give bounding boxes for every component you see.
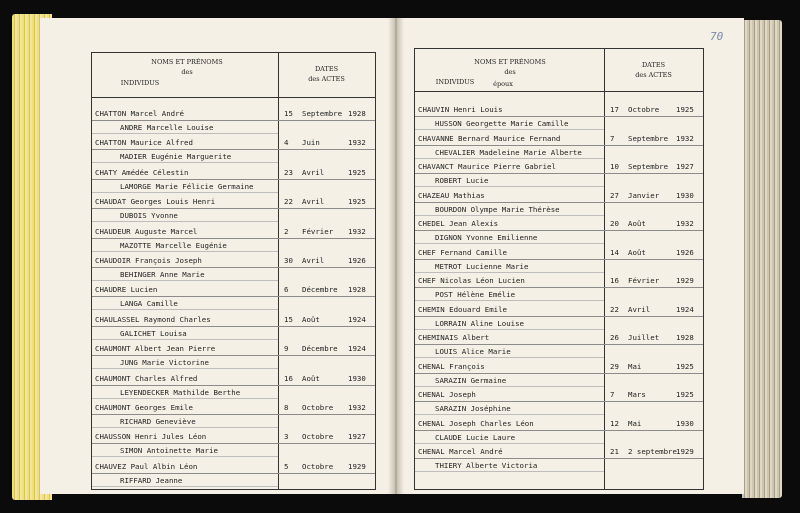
spouse-rule [415,329,604,330]
entry-name: CHATY Amédée Célestin [95,167,189,177]
entry-year: 1932 [348,403,366,412]
entry-rule [92,473,278,474]
entry-day: 20 [610,219,619,228]
entry-name: CHAUVEZ Paul Albin Léon [95,461,198,471]
spouse-rule [92,339,278,340]
entry-year: 1928 [348,285,366,295]
entry-year: 1932 [348,138,366,148]
entry-spouse: LORRAIN Aline Louise [435,318,524,328]
entry-day: 2 [284,226,289,236]
entry-name: CHATTON Maurice Alfred [95,138,193,148]
entry-rule [415,430,604,431]
entry-name: CHAUDOIR François Joseph [95,256,202,265]
entry-spouse: ANDRE Marcelle Louise [120,123,214,132]
entry-spouse: METROT Lucienne Marie [435,261,529,271]
entry-year: 1927 [676,162,694,171]
entry-rule [92,208,278,209]
spouse-rule [92,133,278,134]
entry-month: Juin [302,138,320,148]
entry-spouse: LOUIS Alice Marie [435,347,511,356]
spouse-rule [92,192,278,193]
page-number: 70 [710,30,724,43]
entry-name: CHENAL Marcel André [418,447,503,456]
date-rule [278,149,375,150]
date-rule [604,202,703,203]
date-rule [278,473,375,474]
spouse-rule [415,243,604,244]
entry-spouse: POST Hélène Emélie [435,290,516,299]
column-divider [278,53,279,489]
individus-label: INDIVIDUS [120,79,160,87]
entry-rule [415,145,604,146]
entry-month: Avril [302,167,325,177]
entry-name: CHEDEL Jean Alexis [418,219,499,228]
entry-spouse: CHEVALIER Madeleine Marie Alberte [435,147,582,157]
date-rule [604,316,703,317]
entry-year: 1924 [348,314,366,324]
spouse-rule [92,427,278,428]
spouse-rule [415,215,604,216]
column-divider [604,49,605,489]
entry-day: 15 [284,109,293,118]
entry-month: Mai [628,418,642,428]
entry-spouse: GALICHET Louisa [120,328,187,338]
entry-spouse: SARAZIN Germaine [435,375,507,385]
spouse-rule [415,186,604,187]
des-label: des [504,68,516,76]
spouse-rule [415,414,604,415]
date-rule [278,326,375,327]
spouse-rule [92,456,278,457]
right-register-table [414,48,704,490]
entry-rule [92,326,278,327]
spouse-rule [415,471,604,472]
spouse-rule [415,129,604,130]
entry-spouse: RIFFARD Jeanne [120,475,183,485]
entry-rule [92,179,278,180]
date-rule [604,401,703,402]
left-register-table [91,52,376,490]
date-rule [278,296,375,297]
date-rule [604,145,703,146]
date-rule [604,259,703,260]
entry-rule [92,267,278,268]
entry-spouse: LEYENDECKER Mathilde Berthe [120,387,241,397]
header-rule [415,91,703,92]
entry-day: 7 [610,133,615,143]
entry-rule [415,287,604,288]
actes-header: des ACTES [308,75,345,83]
entry-spouse: SARAZIN Joséphine [435,404,511,413]
entry-month: Août [628,219,646,228]
entry-month: Août [302,373,320,383]
entry-day: 29 [610,361,619,371]
spouse-rule [92,398,278,399]
entry-rule [92,238,278,239]
entry-name: CHATTON Marcel André [95,109,184,118]
entry-day: 10 [610,162,619,171]
book-edge-right [742,20,782,498]
entry-day: 30 [284,256,293,265]
dates-header: DATES [314,65,339,73]
date-rule [604,344,703,345]
date-rule [604,430,703,431]
entry-name: CHEMIN Edouard Emile [418,304,507,314]
entry-year: 1924 [676,304,694,314]
entry-rule [92,296,278,297]
des-label: des [181,68,193,76]
entry-month: Février [302,226,334,236]
entry-year: 1932 [348,226,366,236]
entry-month: Mai [628,361,642,371]
entry-spouse: BOURDON Olympe Marie Thérèse [435,204,560,214]
date-rule [278,179,375,180]
entry-spouse: MADIER Eugénie Marguerite [120,152,232,162]
entry-month: Septembre [628,162,669,171]
entry-rule [415,344,604,345]
entry-year: 1925 [676,390,694,399]
spouse-rule [92,221,278,222]
entry-name: CHAUVIN Henri Louis [418,105,503,114]
entry-spouse: RICHARD Geneviève [120,417,196,426]
date-rule [278,208,375,209]
entry-spouse: LAMORGE Marie Félicie Germaine [120,181,254,191]
entry-month: Octobre [302,461,334,471]
date-rule [278,267,375,268]
entry-day: 22 [610,304,619,314]
entry-name: CHAUMONT Albert Jean Pierre [95,344,216,354]
entry-year: 1926 [348,256,366,265]
entry-day: 7 [610,390,615,399]
entry-month: Avril [302,256,325,265]
entry-year: 1925 [348,197,366,207]
entry-year: 1929 [676,447,694,456]
spouse-rule [415,272,604,273]
entry-year: 1930 [676,190,694,200]
entry-year: 1925 [676,105,694,114]
entry-day: 15 [284,314,293,324]
entry-day: 16 [610,276,619,285]
date-rule [604,173,703,174]
entry-spouse: JUNG Marie Victorine [120,358,209,368]
header-rule [92,97,375,98]
entry-month: 2 septembre [628,447,677,456]
dates-header: DATES [641,61,666,69]
entry-year: 1926 [676,247,694,257]
entry-year: 1930 [348,373,366,383]
entry-year: 1925 [676,361,694,371]
entry-day: 9 [284,344,289,354]
spouse-rule [415,300,604,301]
entry-name: CHAUDAT Georges Louis Henri [95,197,216,207]
entry-year: 1928 [676,333,694,342]
entry-year: 1932 [676,219,694,228]
entry-spouse: ROBERT Lucie [435,176,489,185]
entry-rule [92,355,278,356]
entry-name: CHAULASSEL Raymond Charles [95,314,211,324]
entry-day: 8 [284,403,289,412]
entry-year: 1930 [676,418,694,428]
individus-label: INDIVIDUS [435,78,475,86]
spouse-rule [92,162,278,163]
entry-name: CHEF Nicolas Léon Lucien [418,276,525,285]
names-header: NOMS ET PRÉNOMS [151,58,223,66]
entry-month: Avril [628,304,651,314]
date-rule [604,287,703,288]
spouse-rule [92,280,278,281]
entry-spouse: HUSSON Georgette Marie Camille [435,119,569,128]
entry-day: 21 [610,447,619,456]
entry-name: CHAUDEUR Auguste Marcel [95,226,198,236]
entry-name: CHAUDRE Lucien [95,285,158,295]
entry-spouse: MAZOTTE Marcelle Eugénie [120,240,227,250]
entry-name: CHAUMONT Charles Alfred [95,373,198,383]
date-rule [278,443,375,444]
entry-spouse: SIMON Antoinette Marie [120,446,218,456]
entry-rule [415,116,604,117]
entry-month: Décembre [302,344,338,354]
date-rule [278,414,375,415]
entry-name: CHENAL François [418,361,485,371]
entry-year: 1929 [676,276,694,285]
names-header: NOMS ET PRÉNOMS [474,58,546,66]
date-rule [278,238,375,239]
entry-day: 6 [284,285,289,295]
epoux-label: époux [493,80,513,88]
entry-name: CHAUSSON Henri Jules Léon [95,432,207,442]
spouse-rule [415,158,604,159]
entry-day: 26 [610,333,619,342]
entry-month: Septembre [628,133,669,143]
entry-spouse: DIGNON Yvonne Emilienne [435,233,538,242]
entry-day: 16 [284,373,293,383]
date-rule [278,120,375,121]
spouse-rule [415,357,604,358]
entry-year: 1924 [348,344,366,354]
date-rule [278,355,375,356]
entry-rule [92,414,278,415]
spouse-rule [92,368,278,369]
entry-day: 12 [610,418,619,428]
spouse-rule [92,486,278,487]
entry-rule [92,443,278,444]
spouse-rule [92,309,278,310]
entry-month: Septembre [302,109,343,118]
entry-rule [415,373,604,374]
entry-name: CHAVANCT Maurice Pierre Gabriel [418,162,556,171]
date-rule [604,230,703,231]
entry-day: 14 [610,247,619,257]
entry-day: 4 [284,138,289,148]
entry-rule [415,259,604,260]
spouse-rule [92,251,278,252]
entry-month: Août [628,247,646,257]
date-rule [604,116,703,117]
date-rule [604,373,703,374]
entry-day: 3 [284,432,289,442]
entry-month: Juillet [628,333,660,342]
entry-name: CHAUMONT Georges Emile [95,403,193,412]
entry-rule [415,316,604,317]
entry-spouse: THIERY Alberte Victoria [435,461,538,470]
entry-rule [415,230,604,231]
entry-month: Décembre [302,285,338,295]
entry-year: 1932 [676,133,694,143]
entry-year: 1925 [348,167,366,177]
entry-year: 1927 [348,432,366,442]
entry-year: 1928 [348,109,366,118]
entry-rule [92,120,278,121]
entry-month: Janvier [628,190,660,200]
entry-name: CHENAL Joseph [418,390,476,399]
entry-name: CHENAL Joseph Charles Léon [418,418,534,428]
entry-day: 22 [284,197,293,207]
entry-name: CHAVANNE Bernard Maurice Fernand [418,133,561,143]
entry-name: CHEMINAIS Albert [418,333,490,342]
entry-rule [415,458,604,459]
entry-day: 27 [610,190,619,200]
entry-rule [415,401,604,402]
spouse-rule [415,443,604,444]
entry-rule [415,173,604,174]
date-rule [604,458,703,459]
entry-month: Août [302,314,320,324]
date-rule [278,385,375,386]
entry-name: CHAZEAU Mathias [418,190,485,200]
entry-rule [415,202,604,203]
entry-day: 17 [610,105,619,114]
entry-name: CHEF Fernand Camille [418,247,507,257]
entry-spouse: CLAUDE Lucie Laure [435,432,516,442]
actes-header: des ACTES [635,71,672,79]
entry-year: 1929 [348,461,366,471]
entry-month: Avril [302,197,325,207]
book-gutter [388,18,404,494]
entry-day: 23 [284,167,293,177]
entry-month: Octobre [628,105,660,114]
entry-month: Février [628,276,660,285]
entry-spouse: DUBOIS Yvonne [120,211,178,221]
entry-month: Mars [628,390,646,399]
entry-spouse: LANGA Camille [120,299,178,309]
entry-spouse: BEHINGER Anne Marie [120,270,205,279]
spouse-rule [415,386,604,387]
entry-day: 5 [284,461,289,471]
entry-rule [92,385,278,386]
entry-month: Octobre [302,432,334,442]
entry-rule [92,149,278,150]
entry-month: Octobre [302,403,334,412]
